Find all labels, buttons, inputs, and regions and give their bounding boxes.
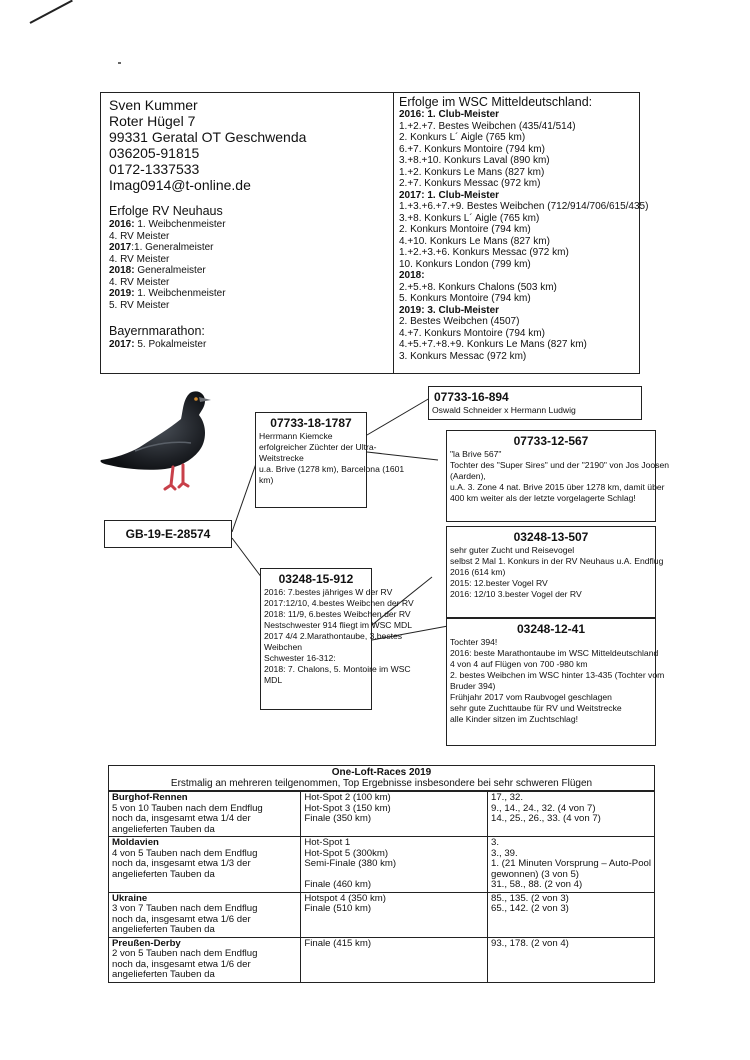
paternal-grandmother-box bbox=[446, 430, 670, 522]
race-name: Ukraine bbox=[112, 892, 148, 904]
race-result-line: 31., 58., 88. (2 von 4) bbox=[491, 879, 583, 890]
wsc-result-line: 10. Konkurs London (799 km) bbox=[399, 258, 531, 270]
mf-description bbox=[450, 545, 664, 600]
father-box bbox=[255, 412, 405, 508]
main-ring-number: GB-19-E-28574 bbox=[125, 527, 211, 541]
wsc-title: Erfolge im WSC Mitteldeutschland: bbox=[399, 95, 593, 109]
race-stages-cell bbox=[301, 892, 488, 937]
wsc-result-line: 2016: 1. Club-Meister bbox=[399, 109, 500, 120]
races-grid bbox=[109, 791, 654, 982]
father-description-line: Herrmann Kiemcke bbox=[259, 431, 333, 441]
wsc-result-line: 2019: 3. Club-Meister bbox=[399, 304, 500, 316]
race-description-line: angelieferten Tauben da bbox=[112, 924, 215, 935]
mother-description-line: Schwester 16-312: bbox=[264, 653, 336, 663]
mother-description-line: 2018: 11/9, 6.bestes Weibchen der RV bbox=[264, 609, 411, 619]
wsc-result-line: 3. Konkurs Messac (972 km) bbox=[399, 350, 527, 362]
race-name-cell bbox=[109, 792, 301, 837]
mm-description bbox=[450, 637, 665, 725]
mm-description-line: Frühjahr 2017 vom Raubvogel geschlagen bbox=[450, 692, 612, 702]
race-results-cell bbox=[488, 892, 655, 937]
wsc-result-line: 5. Konkurs Montoire (794 km) bbox=[399, 293, 531, 304]
race-name: Burghof-Rennen bbox=[112, 792, 188, 803]
wsc-result-line: 2. Konkurs Montoire (794 km) bbox=[399, 224, 531, 235]
race-stage-line: Finale (460 km) bbox=[304, 879, 372, 890]
father-description-line: u.a. Brive (1278 km), Barcelona (1601 bbox=[259, 464, 405, 474]
mother-description-line: 2018: 7. Chalons, 5. Montoire im WSC bbox=[264, 664, 411, 674]
rv-result-line: 4. RV Meister bbox=[109, 276, 170, 288]
race-stages-cell bbox=[301, 792, 488, 837]
race-stage-line: Semi-Finale (380 km) bbox=[304, 858, 397, 869]
race-name: Moldavien bbox=[112, 837, 159, 848]
race-description-line: 2 von 5 Tauben nach dem Endflug bbox=[112, 948, 258, 959]
fm-description-line: Tochter des "Super Sires" und der "2190" von Jos Joosen bbox=[450, 460, 670, 470]
wsc-result-line: 6.+7. Konkurs Montoire (794 km) bbox=[399, 143, 545, 155]
paternal-grandfather-box bbox=[428, 386, 642, 420]
maternal-grandmother-box bbox=[446, 618, 665, 746]
mother-description-line: 2017:12/10, 4.bestes Weibchen der RV bbox=[264, 598, 414, 608]
wsc-result-line: 2.+7. Konkurs Messac (972 km) bbox=[399, 178, 541, 189]
race-row bbox=[109, 792, 654, 837]
mother-description-line: 2016: 7.bestes jähriges W der RV bbox=[264, 587, 393, 597]
race-description-line: noch da, insgesamt etwa 1/4 der bbox=[112, 813, 251, 824]
race-stage-line: Hot-Spot 1 bbox=[304, 837, 351, 848]
wsc-result-line: 2. Bestes Weibchen (4507) bbox=[399, 316, 520, 327]
mother-description-line: Nestschwester 914 fliegt im WSC MDL bbox=[264, 620, 413, 630]
wsc-result-line: 1.+3.+6.+7.+9. Bestes Weibchen (712/914/706/615/435) bbox=[399, 201, 649, 212]
race-name-cell bbox=[109, 937, 301, 982]
father-description-line: Weitstrecke bbox=[259, 453, 304, 463]
rv-result-line: 5. RV Meister bbox=[109, 299, 170, 311]
mother-description-line: 2017 4/4 2.Marathontaube, 3.bestes bbox=[264, 631, 403, 641]
race-stage-line: Finale (350 km) bbox=[304, 813, 372, 824]
race-row bbox=[109, 937, 654, 982]
contact-email: Imag0914@t-online.de bbox=[109, 177, 251, 193]
race-description-line: 5 von 10 Tauben nach dem Endflug bbox=[112, 802, 263, 814]
mother-description-line: Weibchen bbox=[264, 642, 303, 652]
ff-description bbox=[432, 405, 638, 416]
mother-description-line: MDL bbox=[264, 675, 283, 685]
ff-ring-number: 07733-16-894 bbox=[434, 390, 509, 404]
race-description-line: angelieferten Tauben da bbox=[112, 823, 215, 835]
contact-phone: 036205-91815 bbox=[109, 145, 200, 161]
one-loft-races-table bbox=[108, 765, 655, 983]
wsc-result-line: 2017: 1. Club-Meister bbox=[399, 189, 500, 201]
race-results-cell bbox=[488, 792, 655, 837]
ff-description-line: Oswald Schneider x Hermann Ludwig bbox=[432, 405, 576, 415]
mm-description-line: alle Kinder sitzen im Zuchtschlag! bbox=[450, 714, 579, 724]
rv-result-line: 2018: Generalmeister bbox=[109, 265, 206, 276]
race-result-line: 65., 142. (2 von 3) bbox=[491, 903, 569, 914]
race-stages-cell bbox=[301, 837, 488, 893]
race-row bbox=[109, 892, 654, 937]
fm-description-line: 400 km weiter als der letzte vorgelagerte Schlag! bbox=[450, 493, 636, 503]
race-stage-line: Finale (415 km) bbox=[304, 937, 372, 949]
olr-header bbox=[109, 766, 654, 791]
father-ring-number: 07733-18-1787 bbox=[270, 416, 352, 430]
mother-box bbox=[260, 568, 414, 710]
race-result-line: 14., 25., 26., 33. (4 von 7) bbox=[491, 813, 601, 824]
race-results-cell bbox=[488, 837, 655, 893]
race-name-cell bbox=[109, 892, 301, 937]
wsc-result-line: 4.+7. Konkurs Montoire (794 km) bbox=[399, 327, 545, 339]
mf-description-line: selbst 2 Mal 1. Konkurs in der RV Neuhaus u.A. Endflug bbox=[450, 556, 664, 566]
mf-description-line: 2016 (614 km) bbox=[450, 567, 506, 577]
rv-result-line: 2016: 1. Weibchenmeister bbox=[109, 219, 226, 230]
race-result-line: 17., 32. bbox=[491, 792, 524, 803]
race-stage-line: Hot-Spot 5 (300km) bbox=[304, 847, 389, 859]
father-description-line: erfolgreicher Züchter der Ultra- bbox=[259, 442, 377, 452]
mm-description-line: sehr gute Zuchttaube für RV und Weitstrecke bbox=[450, 703, 622, 713]
mm-description-line: 2. bestes Weibchen im WSC hinter 13-435 (Tochter vom bbox=[450, 670, 665, 680]
mf-description-line: 2015: 12.bester Vogel RV bbox=[450, 578, 548, 588]
race-description-line: 3 von 7 Tauben nach dem Endflug bbox=[112, 903, 258, 914]
rv-title: Erfolge RV Neuhaus bbox=[109, 204, 223, 218]
contact-city: 99331 Geratal OT Geschwenda bbox=[109, 129, 307, 145]
race-result-line: 3., 39. bbox=[491, 847, 518, 859]
wsc-result-line: 4.+10. Konkurs Le Mans (827 km) bbox=[399, 235, 550, 247]
wsc-result-line: 3.+8. Konkurs L´ Aigle (765 km) bbox=[399, 212, 540, 224]
maternal-grandfather-box bbox=[446, 526, 664, 618]
olr-title: One-Loft-Races 2019 bbox=[331, 767, 432, 778]
race-result-line: 9., 14., 24., 32. (4 von 7) bbox=[491, 802, 596, 814]
wsc-result-line: 3.+8.+10. Konkurs Laval (890 km) bbox=[399, 155, 550, 166]
fm-description-line: (Aarden), bbox=[450, 471, 486, 481]
olr-subtitle: Erstmalig an mehreren teilgenommen, Top Ergebnisse insbesondere bei sehr schweren Flügen bbox=[170, 778, 593, 789]
mm-description-line: Tochter 394! bbox=[450, 637, 498, 647]
race-results-cell bbox=[488, 937, 655, 982]
race-description-line: noch da, insgesamt etwa 1/3 der bbox=[112, 858, 251, 869]
race-description-line: noch da, insgesamt etwa 1/6 der bbox=[112, 958, 251, 970]
race-result-line: 1. (21 Minuten Vorsprung – Auto-Pool bbox=[491, 858, 651, 869]
contact-street: Roter Hügel 7 bbox=[109, 113, 196, 129]
race-result-line: 3. bbox=[491, 837, 500, 848]
race-stage-line: Hotspot 4 (350 km) bbox=[304, 892, 386, 904]
father-description-line: km) bbox=[259, 475, 274, 485]
rv-result-line: 2019: 1. Weibchenmeister bbox=[109, 288, 226, 299]
race-result-line: gewonnen) (3 von 5) bbox=[491, 868, 579, 880]
race-result-line: 85., 135. (2 von 3) bbox=[491, 892, 569, 904]
mm-ring-number: 03248-12-41 bbox=[516, 622, 586, 636]
race-stage-line: Hot-Spot 2 (100 km) bbox=[304, 792, 391, 803]
race-description-line: angelieferten Tauben da bbox=[112, 969, 215, 980]
wsc-result-line: 4.+5.+7.+8.+9. Konkurs Le Mans (827 km) bbox=[399, 339, 587, 350]
wsc-result-line: 2.+5.+8. Konkurs Chalons (503 km) bbox=[399, 281, 557, 293]
race-stage-line: Finale (510 km) bbox=[304, 903, 372, 914]
mm-description-line: 2016: beste Marathontaube im WSC Mitteldeutschland bbox=[450, 648, 659, 658]
mm-description-line: 4 von 4 auf Flügen von 700 -980 km bbox=[450, 659, 588, 669]
mother-ring-number: 03248-15-912 bbox=[278, 572, 354, 586]
race-stages-cell bbox=[301, 937, 488, 982]
rv-result-line: 4. RV Meister bbox=[109, 253, 170, 265]
contact-name: Sven Kummer bbox=[109, 97, 198, 113]
father-description bbox=[259, 431, 405, 486]
main-pigeon-box bbox=[104, 520, 232, 548]
race-name-cell bbox=[109, 837, 301, 893]
fm-description-line: "la Brive 567" bbox=[450, 449, 502, 459]
race-description-line: noch da, insgesamt etwa 1/6 der bbox=[112, 913, 251, 925]
wsc-result-line: 2018: bbox=[399, 270, 425, 281]
mf-description-line: sehr guter Zucht und Reisevogel bbox=[450, 545, 575, 555]
race-row bbox=[109, 837, 654, 893]
wsc-result-line: 2. Konkurs L´ Aigle (765 km) bbox=[399, 132, 526, 143]
mf-description-line: 2016: 12/10 3.bester Vogel der RV bbox=[450, 589, 582, 599]
mother-description bbox=[264, 587, 414, 686]
bayern-result: 2017: 5. Pokalmeister bbox=[109, 339, 207, 350]
wsc-result-line: 1.+2. Konkurs Le Mans (827 km) bbox=[399, 166, 545, 178]
race-stage-line: Hot-Spot 3 (150 km) bbox=[304, 802, 391, 814]
mf-ring-number: 03248-13-507 bbox=[513, 530, 589, 544]
wsc-result-line: 1.+2.+7. Bestes Weibchen (435/41/514) bbox=[399, 120, 576, 132]
rv-result-line: 2017:1. Generalmeister bbox=[109, 242, 214, 253]
race-name: Preußen-Derby bbox=[112, 937, 181, 949]
contact-mobile: 0172-1337533 bbox=[109, 161, 200, 177]
wsc-result-line: 1.+2.+3.+6. Konkurs Messac (972 km) bbox=[399, 247, 569, 258]
fm-description-line: u.A. 3. Zone 4 nat. Brive 2015 über 1278 km, damit über bbox=[450, 482, 665, 492]
rv-result-line: 4. RV Meister bbox=[109, 230, 170, 242]
race-description-line: 4 von 5 Tauben nach dem Endflug bbox=[112, 847, 258, 859]
mm-description-line: Bruder 394) bbox=[450, 681, 496, 691]
fm-ring-number: 07733-12-567 bbox=[513, 434, 589, 448]
fm-description bbox=[450, 449, 670, 504]
race-description-line: angelieferten Tauben da bbox=[112, 868, 215, 880]
race-result-line: 93., 178. (2 von 4) bbox=[491, 937, 569, 949]
bayern-title: Bayernmarathon: bbox=[109, 324, 205, 338]
